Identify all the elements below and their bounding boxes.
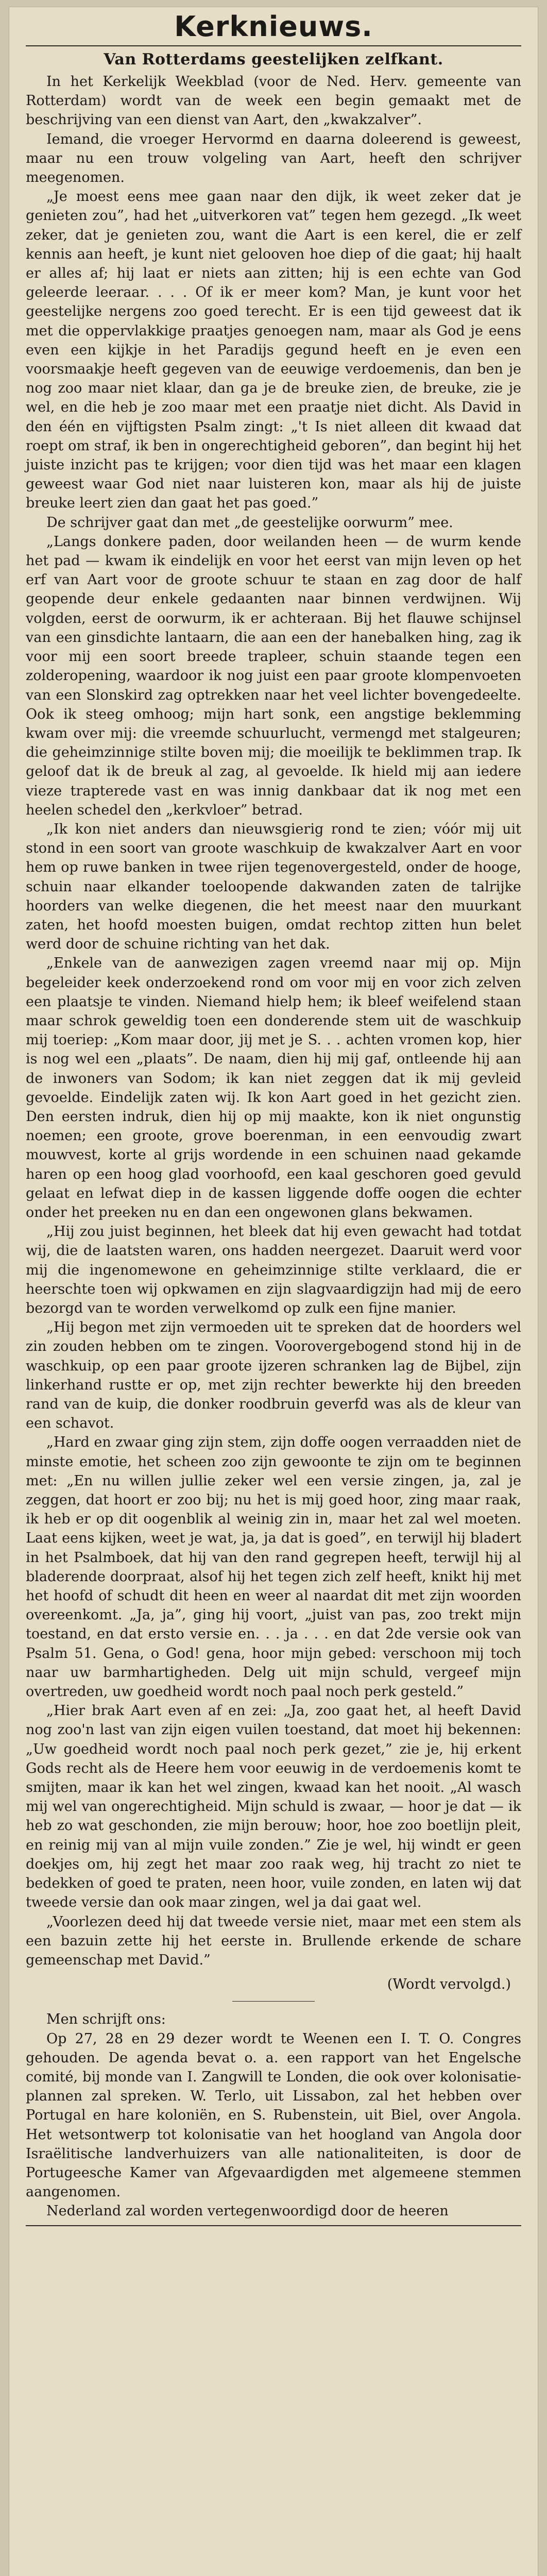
article-paragraph: De schrijver gaat dan met „de geestelijke oorwurm” mee. — [46, 514, 453, 531]
article-paragraph: „Hier brak Aart even af en zei: „Ja, zoo gaat het, al heeft David nog zoo'n last van zijn eigen vuilen toestand, dat moet hij bekennen: „Uw goedheid wordt noch paal noch perk gezet,” zie je, hij erkent Gods recht als de Heere hem voor eeuwig in de verdoemenis komt te smijten, maar ik kan het wel zingen, kwaad kan het nooit. „Al wasch mij wel van ongerechtigheid. Mijn schuld is zwaar, — hoor je dat — ik heb zo wat geschonden, zie mijn berouw; hoor, hoe zoo boetlijn pleit, en reinig mij van al mijn vuile zonden.” Zie je wel, hij windt er geen doekjes om, hij zegt het maar zoo raak weg, hij tracht zo niet te bedekken of goed te praten, neen hoor, vuile zonden, en laten wij dat tweede versie dan ook maar zingen, wel ja dai gaat wel. — [26, 1703, 521, 1911]
separator-rule — [232, 2001, 315, 2002]
article-paragraph: „Hij begon met zijn vermoeden uit te spreken dat de hoorders wel zin zouden hebben om te zingen. Voorovergebogend stond hij in de waschkuip, op een paar groote ijzeren schranken lag de Bijbel, zijn linkerhand rustte er op, met zijn rechter bewerkte hij den breeden rand van de kuip, die donker roodbruin geverfd was als de kleur van een schavot. — [26, 1319, 521, 1432]
article-paragraph: „Langs donkere paden, door weilanden heen — de wurm kende het pad — kwam ik eindelijk en voor het eerst van mijn leven op het erf van Aart voor de groote schuur te staan en zag door de half geopende deur enkele gedaanten naar binnen verdwijnen. Wij volgden, eerst de oorwurm, ik er achteraan. Bij het flauwe schijnsel van een ginsdichte lantaarn, die aan een der hanebalken hing, zag ik voor mij een soort breede trapleer, schuin staande tegen een zolderopening, waardoor ik nog juist een paar groote klompenvoeten van een Slonskird zag optrekken naar het veel lichter bovengedeelte. Ook ik steeg omhoog; mijn hart sonk, een angstige beklemming kwam over mij: die vreemde schuurlucht, vermengd met stalgeuren; die geheimzinnige stilte boven mij; die moeilijk te beklimmen trap. Ik geloof dat ik de breuk al zag, al gevoelde. Ik hield mij aan iedere vieze trapterede vast en was innig dankbaar dat ik nog met een heelen schedel den „kerkvloer” betrad. — [26, 533, 521, 818]
article-paragraph: In het Kerkelijk Weekblad (voor de Ned. Herv. gemeente van Rotterdam) wordt van de week een begin gemaakt met de beschrijving van een dienst van Aart, den „kwakzalver”. — [26, 74, 521, 128]
news-paragraph: Nederland zal worden vertegenwoordigd door de heeren — [46, 2203, 449, 2219]
article-subtitle: Van Rotterdams geestelijken zelfkant. — [104, 50, 443, 69]
bottom-rule — [26, 2225, 521, 2226]
section-title: Kerknieuws. — [174, 10, 373, 43]
article-paragraph: „Je moest eens mee gaan naar den dijk, ik weet zeker dat je genieten zou”, had het „uitverkoren vat” tegen hem gezegd. „Ik weet zeker, dat je genieten zou, want die Aart is een kerel, die er zelf kennis aan heeft, je kunt niet gelooven hoe diep of die gaat; hij haalt er alles af; hij laat er niets aan zitten; hij is een echte van God geleerde leeraar. . . . Of ik er meer kom? Man, je kunt voor het geestelijke nergens zoo goed terecht. Er is een tijd geweest dat ik met die oppervlakkige praatjes genoegen nam, maar als God je eens even een kijkje in het Paradijs gegund heeft en je even een voorsmaakje heeft gegeven van de eeuwige verdoemenis, dan ben je nog zoo maar niet klaar, dan ga je de breuke zien, de breuke, zie je wel, en die heb je zoo maar met een praatje niet dicht. Als David in den één en vijftigsten Psalm zingt: „'t Is niet alleen dit kwaad dat roept om straf, ik ben in ongerechtigheid geboren”, dan begint hij het juiste inzicht pas te krijgen; voor dien tijd was het maar een klagen geweest waar God niet naar luisteren kon, maar als hij de juiste breuke leert zien dan gaat het pas goed.” — [26, 189, 521, 512]
article-paragraph: „Hard en zwaar ging zijn stem, zijn doffe oogen verraadden niet de minste emotie, het scheen zoo zijn gewoonte te zijn om te beginnen met: „En nu willen jullie zeker wel een versie zingen, ja, zal je zeggen, dat hoort er zoo bij; nu het is mij goed hoor, zing maar raak, ik heb er op dit oogenblik al weinig zin in, maar het zal wel moeten. Laat eens kijken, weet je wat, ja, ja dat is goed”, en terwijl hij bladert in het Psalmboek, dat hij van den rand gegrepen heeft, terwijl hij al bladerende doorpraat, alsof hij het tegen zich zelf heeft, knikt hij met het hoofd of schudt dit heen en weer al naardat dit met zijn woorden overeenkomt. „Ja, ja”, ging hij voort, „juist van pas, zoo trekt mijn toestand, en dat ersto versie en. . . ja . . . en dat 2de versie ook van Psalm 51. Gena, o God! gena, hoor mijn gebed: verschoon mij toch naar uw barmhartigheden. Delg uit mijn schuld, vergeef mijn overtreden, uw goedheid wordt noch paal noch perk gesteld.” — [26, 1434, 521, 1700]
article-paragraph: „Enkele van de aanwezigen zagen vreemd naar mij op. Mijn begeleider keek onderzoekend rond om voor mij en voor zich zelven een plaatsje te vinden. Niemand hielp hem; ik bleef weifelend staan maar schrok geweldig toen een donderende stem uit de waschkuip mij toeriep: „Kom maar door, jij met je S. . . achten vromen kop, hier is nog wel een „plaats”. De naam, dien hij mij gaf, ontleende hij aan de inwoners van Sodom; ik kan niet zeggen dat ik mij gevleid gevoelde. Eindelijk zaten wij. Ik kon Aart goed in het gezicht zien. Den eersten indruk, dien hij op mij maakte, kon ik niet ongunstig noemen; een groote, grove boerenman, in een eenvoudig zwart mouwvest, korte al grijs wordende in een schuinen naad gekamde haren op een hoog glad voorhoofd, een kaal geschoren goed gevuld gelaat en lefwat diep in de kassen liggende doffe oogen die echter onder het preeken nu en dan een ongewonen glans bekwamen. — [26, 955, 521, 1221]
title-rule — [26, 45, 521, 46]
newspaper-clipping — [9, 7, 538, 2576]
article-paragraph: Iemand, die vroeger Hervormd en daarna doleerend is geweest, maar nu een trouw volgeling van Aart, heeft den schrijver meegenomen. — [26, 131, 521, 186]
news-paragraph: Op 27, 28 en 29 dezer wordt te Weenen een I. T. O. Congres gehouden. De agenda bevat o. a. een rapport van het Engelsche comité, bij monde van I. Zangwill te Londen, die ook over kolonisatie-plannen zal spreken. W. Terlo, uit Lissabon, zal het hebben over Portugal en hare koloniën, en S. Rubenstein, uit Biel, over Angola. Het wetsontwerp tot kolonisatie van het hoogland van Angola door Israëlitische landverhuizers van alle nationaliteiten, is door de Portugeesche Kamer van Afgevaardigden met algemeene stemmen aangenomen. — [26, 2030, 521, 2200]
article-paragraph: „Ik kon niet anders dan nieuwsgierig rond te zien; vóór mij uit stond in een soort van groote waschkuip de kwakzalver Aart en voor hem op ruwe banken in twee rijen tegenovergesteld, onder de hooge, schuin naar elkander toeloopende dakwanden zaten de talrijke hoorders van welke diegenen, die het meest naar den muurkant zaten, het hoofd moesten buigen, omdat rechtop zitten hun belet werd door de schuine richting van het dak. — [26, 821, 521, 953]
article-paragraph: „Hij zou juist beginnen, het bleek dat hij even gewacht had totdat wij, die de laatsten waren, ons hadden neergezet. Daaruit werd voor mij die ingenomewone en geheimzinnige stilte verklaard, die er heerschte toen wij opkwamen en zijn slagvaardigzijn had mij de eero bezorgd van te worden verwelkomd op zulk een fijne manier. — [26, 1224, 521, 1316]
to-be-continued: (Wordt vervolgd.) — [387, 1976, 511, 1993]
news-intro: Men schrijft ons: — [46, 2011, 166, 2028]
article-paragraph: „Voorlezen deed hij dat tweede versie niet, maar met een stem als een bazuin zette hij het eerste in. Brullende erkende de schare gemeenschap met David.” — [26, 1913, 521, 1968]
article-body — [26, 72, 521, 2221]
